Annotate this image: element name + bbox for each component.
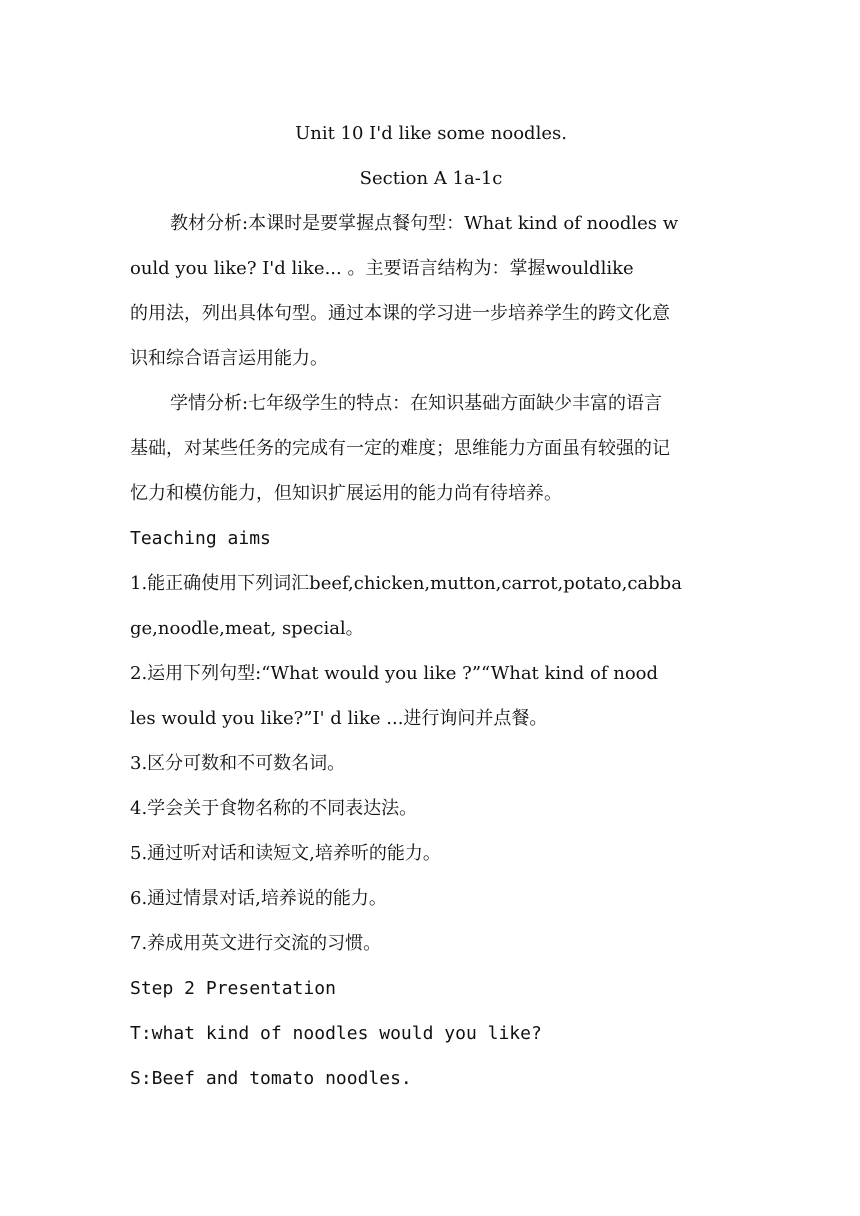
document-title: Unit 10 I'd like some noodles. — [295, 123, 567, 144]
learner-analysis-paragraph — [130, 381, 732, 516]
aim-line: 7.养成用英文进行交流的习惯。 — [130, 933, 382, 954]
paragraph-line: 基础，对某些任务的完成有一定的难度；思维能力方面虽有较强的记 — [130, 438, 670, 459]
aim-line: 4.学会关于食物名称的不同表达法。 — [130, 798, 418, 819]
teaching-aims-heading: Teaching aims — [130, 528, 271, 549]
document-subtitle: Section A 1a-1c — [359, 168, 503, 189]
paragraph-line: 的用法，列出具体句型。通过本课的学习进一步培养学生的跨文化意 — [130, 303, 670, 324]
paragraph-line: ould you like? I'd like... 。主要语言结构为：掌握wouldlike — [130, 258, 634, 279]
aim-line: 1.能正确使用下列词汇beef,chicken,mutton,carrot,potato,cabba — [130, 573, 682, 594]
teaching-aims-list — [130, 561, 732, 966]
dialogue — [130, 1011, 732, 1101]
aim-line: les would you like?”I' d like ...进行询问并点餐。 — [130, 708, 548, 729]
aim-line: 3.区分可数和不可数名词。 — [130, 753, 346, 774]
aim-line: 2.运用下列句型:“What would you like ?”“What kind of nood — [130, 663, 659, 684]
aim-line: ge,noodle,meat, special。 — [130, 618, 364, 639]
paragraph-line: 学情分析:七年级学生的特点：在知识基础方面缺少丰富的语言 — [170, 393, 663, 414]
material-analysis-paragraph — [130, 201, 732, 381]
document-body — [130, 111, 732, 1101]
paragraph-line: 教材分析:本课时是要掌握点餐句型：What kind of noodles w — [170, 213, 679, 234]
aim-line: 5.通过听对话和读短文,培养听的能力。 — [130, 843, 441, 864]
aim-line: 6.通过情景对话,培养说的能力。 — [130, 888, 387, 909]
paragraph-line: 忆力和模仿能力，但知识扩展运用的能力尚有待培养。 — [130, 483, 562, 504]
paragraph-line: 识和综合语言运用能力。 — [130, 348, 328, 369]
step-heading: Step 2 Presentation — [130, 978, 336, 999]
dialogue-line: T:what kind of noodles would you like? — [130, 1023, 542, 1044]
dialogue-line: S:Beef and tomato noodles. — [130, 1068, 412, 1089]
